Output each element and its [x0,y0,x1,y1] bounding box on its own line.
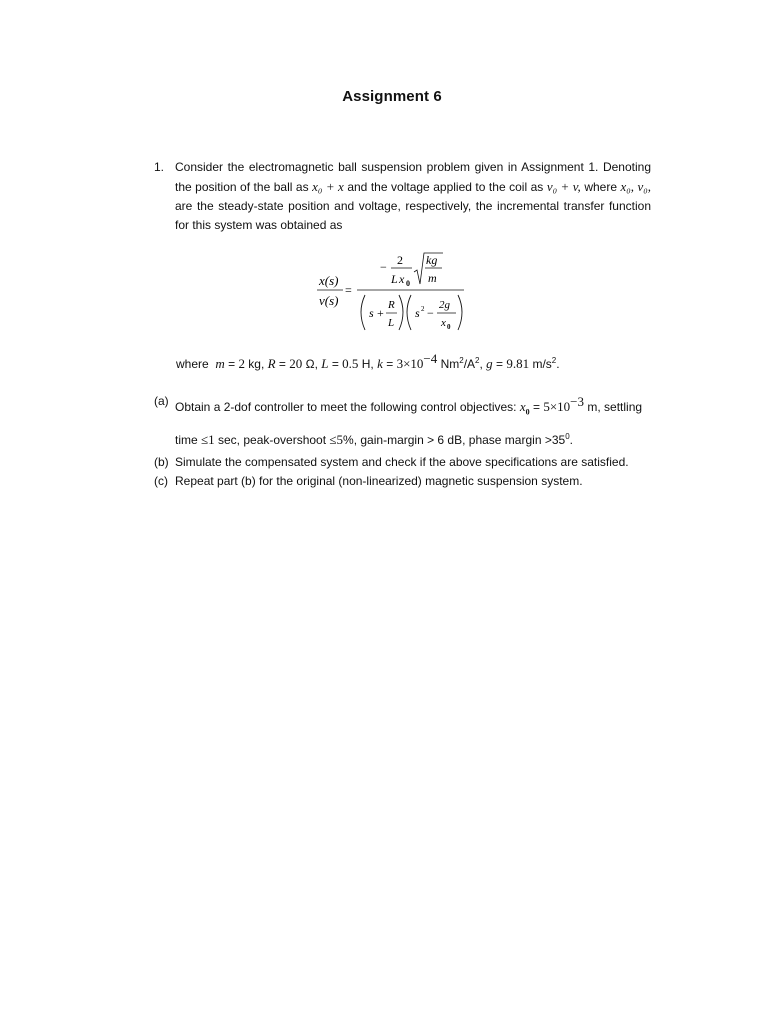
eq-sign: = [328,357,343,371]
period: . [569,433,573,448]
overshoot-bound: ≤5 [329,432,344,448]
eq-sign: = [492,357,507,371]
part-c-text: Repeat part (b) for the original (non-linearized) magnetic suspension system. [175,474,583,489]
period: . [556,357,560,371]
steady-state-math: x₀, v₀, [620,179,652,194]
g-unit: m/s [529,357,552,371]
part-a-text: %, gain-margin > 6 dB, phase margin >35 [343,433,566,448]
lhs-denominator: v(s) [319,293,339,308]
part-a [154,389,654,453]
part-b-text: Simulate the compensated system and check if the above specifications are satisfied. [175,455,629,470]
m-unit: kg, [244,357,268,371]
m-symbol: m [215,356,225,371]
part-a-text: sec, peak-overshoot [218,433,327,448]
g-symbol: g [486,356,493,371]
degree-sup: 0 [565,432,570,442]
question-text [175,158,651,235]
part-c-label: (c) [154,474,168,489]
denom-x-sub: 0 [406,279,410,288]
L-unit: H, [358,357,378,371]
transfer-function-equation [305,244,470,336]
L-value: 0.5 [342,356,359,371]
lhs-numerator: x(s) [319,273,339,288]
denom-s-exponent: 2 [421,305,425,313]
equals-sign: = [345,283,352,297]
minus-sign: − [380,260,387,274]
denom-L: L [391,272,398,286]
denom-plus: + [377,306,384,320]
question-text-part: are the steady-state position and voltage, respectively, the incremental transfer function for this system was obtained as [175,199,651,232]
k-exponent: −4 [423,351,438,366]
eq-sign: = [224,357,239,371]
sub-questions [154,389,654,491]
x0-symbol: x [519,399,526,414]
k-unit2-sup: 2 [475,356,480,365]
denom-2g: 2g [439,299,450,311]
question-text-part: where [584,180,617,194]
part-b [154,453,654,472]
k-unit2: /A [463,357,476,371]
part-a-label: (a) [154,394,169,408]
denom-x0-sub: 0 [447,323,451,331]
denom-s2: s [415,306,420,320]
sqrt-numerator-kg: kg [426,253,438,267]
denom-minus: − [427,306,434,320]
denom-R: R [388,299,395,311]
x0-exponent: −3 [570,394,585,409]
g-value: 9.81 [506,356,530,371]
part-a-text: m, settling time [175,400,643,448]
R-value: 20 [289,356,303,371]
g-unit-sup: 2 [551,356,557,365]
eq-sign: = [529,400,544,414]
where-word: where [176,357,209,371]
denom-x0: x [441,317,446,329]
denom-s: s [369,306,374,320]
question-number: 1. [154,160,165,174]
position-math: x₀ + x [312,179,344,194]
denom-x: x [399,272,405,286]
parameter-values [176,351,560,372]
R-unit: Ω, [302,357,322,371]
sqrt-denominator-m: m [428,271,437,285]
voltage-math: v₀ + v, [546,179,581,194]
question-text-part: Consider the electromagnetic ball suspension problem given in Assignment 1. Denoting the position of the ball as [175,160,651,194]
x0-subscript: 0 [525,407,530,417]
x0-value: 5×10 [543,399,571,414]
part-c [154,472,654,491]
eq-sign: = [275,357,290,371]
page-title: Assignment 6 [342,88,442,105]
k-unit: Nm [437,357,460,371]
k-unit-sup: 2 [459,356,464,365]
k-symbol: k [377,356,383,371]
R-symbol: R [267,356,276,371]
m-value: 2 [238,356,245,371]
settling-time-bound: ≤1 [201,432,215,448]
part-a-text: Obtain a 2-dof controller to meet the following control objectives: [175,400,517,414]
eq-sign: = [382,357,397,371]
numerator-two: 2 [397,253,403,267]
part-b-label: (b) [154,455,169,470]
L-symbol: L [321,356,329,371]
k-value: 3×10 [396,356,424,371]
question-text-part: and the voltage applied to the coil as [347,180,544,194]
denom-L2: L [388,317,395,329]
separator: , [479,357,487,371]
